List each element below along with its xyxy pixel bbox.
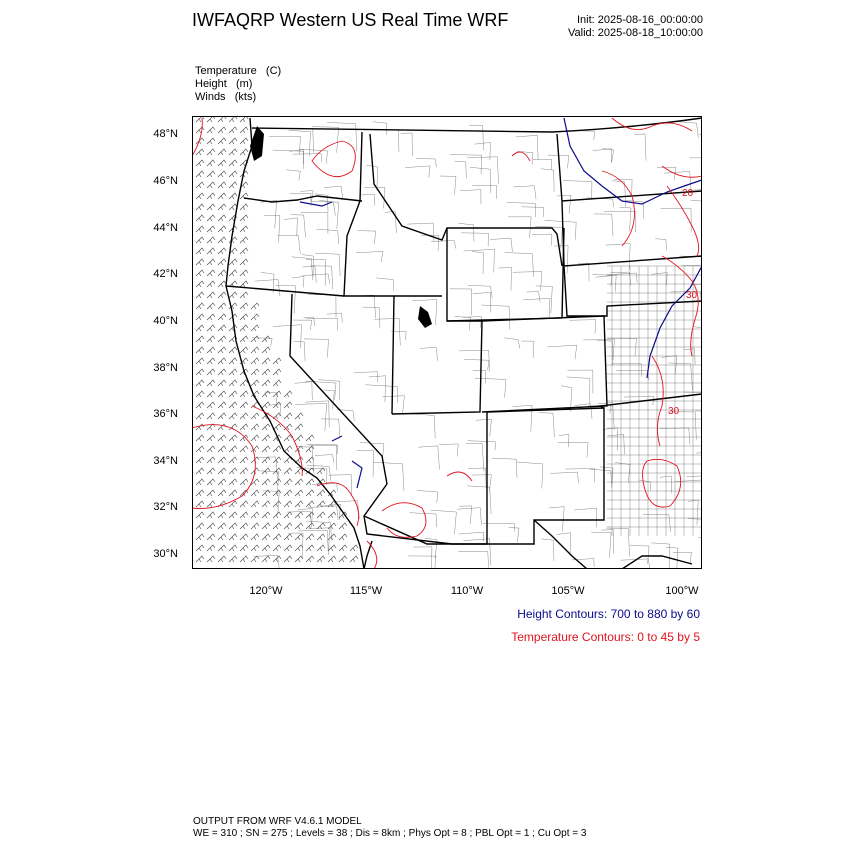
lat-label-46: 46°N [153,175,178,187]
temp-label-20: 20 [682,188,694,199]
lat-label-36: 36°N [153,408,178,420]
lon-label-120: 120°W [249,585,283,597]
lat-label-30: 30°N [153,548,178,560]
lon-label-110: 110°W [450,585,484,597]
height-legend: Height Contours: 700 to 880 by 60 [517,607,700,621]
temperature-legend: Temperature Contours: 0 to 45 by 5 [511,630,700,644]
field-height: Height (m) [195,78,253,90]
lon-label-105: 105°W [551,585,585,597]
field-winds: Winds (kts) [195,91,257,103]
lat-label-44: 44°N [153,222,178,234]
valid-time: Valid: 2025-08-18_10:00:00 [568,27,703,39]
map-frame [192,116,702,569]
lon-label-115: 115°W [349,585,383,597]
lon-label-100: 100°W [665,585,699,597]
lat-label-32: 32°N [153,501,178,513]
lat-label-42: 42°N [153,268,178,280]
footer-model: OUTPUT FROM WRF V4.6.1 MODEL [193,816,362,827]
plot-title: IWFAQRP Western US Real Time WRF [192,10,509,30]
lat-label-34: 34°N [153,455,178,467]
lat-label-40: 40°N [153,315,178,327]
temp-label-30-a: 30 [686,290,698,301]
lat-label-38: 38°N [153,362,178,374]
footer-options: WE = 310 ; SN = 275 ; Levels = 38 ; Dis = 8km ; Phys Opt = 8 ; PBL Opt = 1 ; Cu Opt = 3 [193,828,587,839]
temp-label-30-b: 30 [668,406,680,417]
init-time: Init: 2025-08-16_00:00:00 [577,14,703,26]
field-temperature: Temperature (C) [195,65,282,77]
lat-label-48: 48°N [153,128,178,140]
